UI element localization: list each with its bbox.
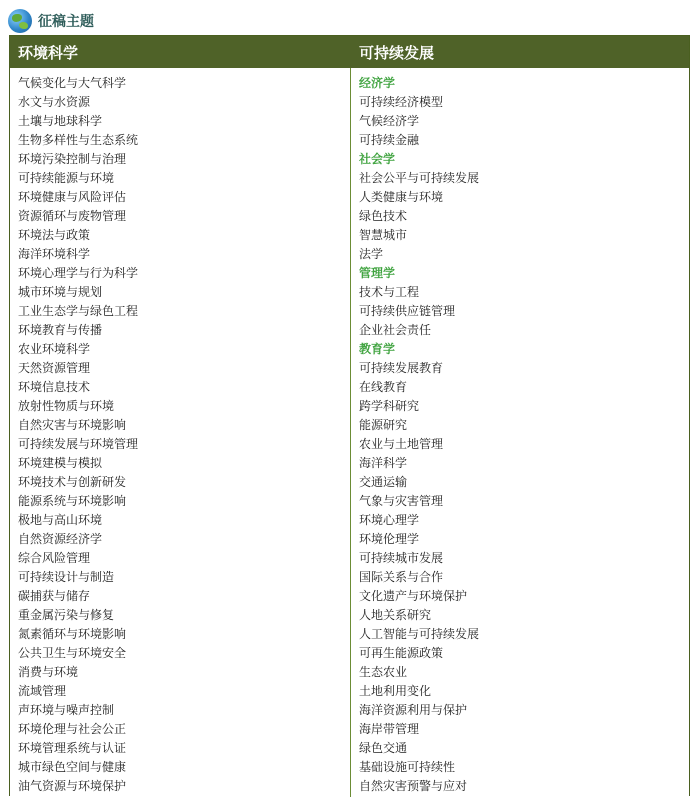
topic-item: 环境建模与模拟 (18, 456, 103, 470)
topic-item: 公共卫生与环境安全 (18, 646, 127, 660)
category-heading: 经济学 (359, 76, 396, 90)
topic-item: 气象与灾害管理 (359, 494, 444, 508)
topic-item: 可持续经济模型 (359, 95, 444, 109)
topic-item: 环境心理学 (359, 513, 420, 527)
topic-item: 环境污染控制与治理 (18, 152, 127, 166)
topics-table (9, 35, 690, 796)
topic-item: 自然资源经济学 (18, 532, 103, 546)
topic-item: 流域管理 (18, 684, 67, 698)
topic-item: 气候变化与大气科学 (18, 76, 127, 90)
topic-item: 海岸带管理 (359, 722, 420, 736)
topic-item: 天然资源管理 (18, 361, 91, 375)
table-header-row (10, 36, 689, 68)
topic-item: 自然灾害预警与应对 (359, 779, 468, 793)
topic-item: 环境伦理学 (359, 532, 420, 546)
topic-item: 碳捕获与储存 (18, 589, 91, 603)
section-title: 征稿主题 (38, 14, 94, 30)
column-header-environmental-science: 环境科学 (18, 43, 79, 62)
topic-item: 可持续能源与环境 (18, 171, 115, 185)
topic-item: 海洋资源利用与保护 (359, 703, 468, 717)
topic-item: 资源循环与废物管理 (18, 209, 127, 223)
topic-item: 可持续发展与环境管理 (18, 437, 139, 451)
topic-item: 油气资源与环境保护 (18, 779, 127, 793)
topic-item: 在线教育 (359, 380, 408, 394)
topic-item: 交通运输 (359, 475, 408, 489)
topic-item: 人地关系研究 (359, 608, 432, 622)
topic-item: 自然灾害与环境影响 (18, 418, 127, 432)
topic-item: 氮素循环与环境影响 (18, 627, 127, 641)
topic-item: 重金属污染与修复 (18, 608, 115, 622)
topic-item: 智慧城市 (359, 228, 408, 242)
topic-item: 水文与水资源 (18, 95, 91, 109)
topic-item: 极地与高山环境 (18, 513, 103, 527)
topic-item: 能源研究 (359, 418, 408, 432)
topic-item: 农业与土地管理 (359, 437, 444, 451)
topic-item: 城市环境与规划 (18, 285, 103, 299)
sustainable-development-list (351, 68, 479, 797)
topic-item: 生态农业 (359, 665, 408, 679)
topic-item: 生物多样性与生态系统 (18, 133, 139, 147)
topic-item: 土地利用变化 (359, 684, 432, 698)
topic-item: 国际关系与合作 (359, 570, 444, 584)
topic-item: 土壤与地球科学 (18, 114, 103, 128)
topic-item: 企业社会责任 (359, 323, 432, 337)
topic-item: 消费与环境 (18, 665, 79, 679)
topic-item: 绿色技术 (359, 209, 408, 223)
topic-item: 海洋科学 (359, 456, 408, 470)
topic-item: 人工智能与可持续发展 (359, 627, 480, 641)
topic-item: 人类健康与环境 (359, 190, 444, 204)
topic-item: 跨学科研究 (359, 399, 420, 413)
topic-item: 可持续金融 (359, 133, 420, 147)
category-heading: 社会学 (359, 152, 396, 166)
topic-item: 环境健康与风险评估 (18, 190, 127, 204)
topic-item: 社会公平与可持续发展 (359, 171, 480, 185)
topic-item: 绿色交通 (359, 741, 408, 755)
topic-item: 基础设施可持续性 (359, 760, 456, 774)
topic-item: 可持续设计与制造 (18, 570, 115, 584)
topic-item: 可再生能源政策 (359, 646, 444, 660)
topic-item: 可持续发展教育 (359, 361, 444, 375)
topic-item: 环境法与政策 (18, 228, 91, 242)
topic-item: 环境信息技术 (18, 380, 91, 394)
topic-item: 农业环境科学 (18, 342, 91, 356)
column-header-sustainable-development: 可持续发展 (359, 43, 435, 62)
topic-item: 放射性物质与环境 (18, 399, 115, 413)
topic-item: 环境教育与传播 (18, 323, 103, 337)
topic-item: 环境伦理与社会公正 (18, 722, 127, 736)
section-header (8, 8, 94, 34)
topic-item: 能源系统与环境影响 (18, 494, 127, 508)
category-heading: 管理学 (359, 266, 396, 280)
globe-icon (8, 9, 32, 33)
topic-item: 环境管理系统与认证 (18, 741, 127, 755)
topic-item: 海洋环境科学 (18, 247, 91, 261)
topic-item: 技术与工程 (359, 285, 420, 299)
topic-item: 城市绿色空间与健康 (18, 760, 127, 774)
topic-item: 环境心理学与行为科学 (18, 266, 139, 280)
topic-item: 法学 (359, 247, 384, 261)
topic-item: 声环境与噪声控制 (18, 703, 115, 717)
topic-item: 环境技术与创新研发 (18, 475, 127, 489)
topic-item: 可持续城市发展 (359, 551, 444, 565)
topic-item: 可持续供应链管理 (359, 304, 456, 318)
table-body (10, 68, 689, 797)
topic-item: 工业生态学与绿色工程 (18, 304, 139, 318)
category-heading: 教育学 (359, 342, 396, 356)
topic-item: 文化遗产与环境保护 (359, 589, 468, 603)
environmental-science-list (10, 68, 351, 797)
topic-item: 气候经济学 (359, 114, 420, 128)
topic-item: 综合风险管理 (18, 551, 91, 565)
